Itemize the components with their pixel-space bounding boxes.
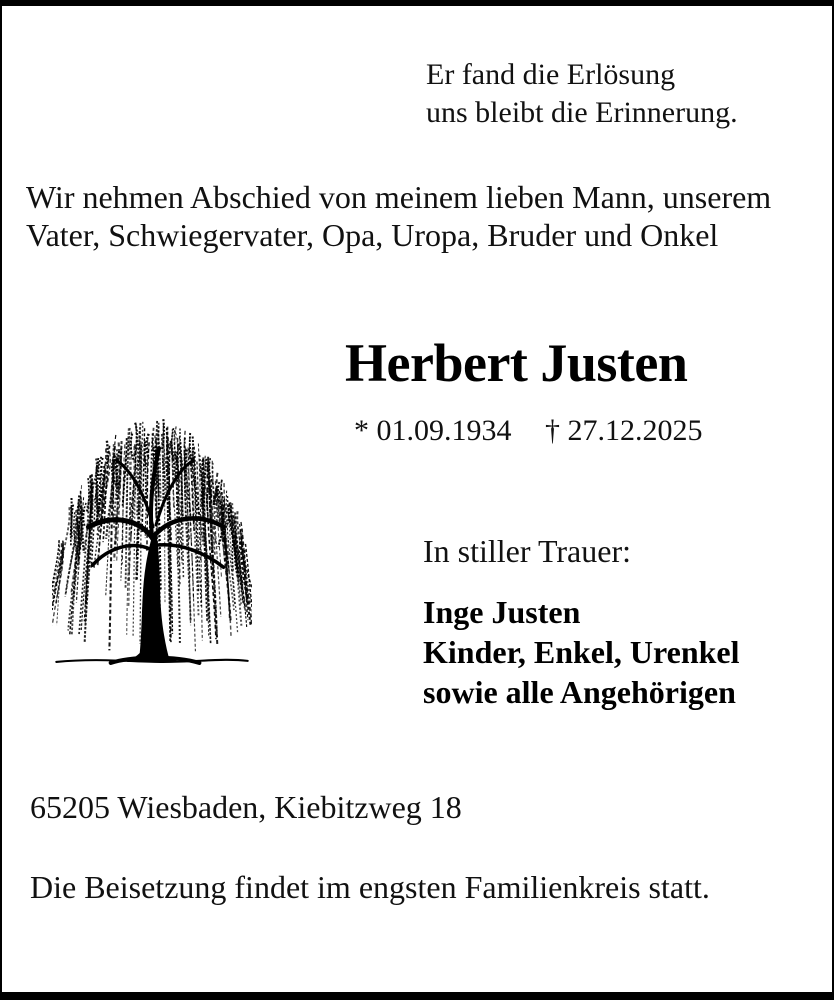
epigraph xyxy=(426,56,738,132)
mourning-heading: In stiller Trauer: xyxy=(423,533,631,569)
address-line: 65205 Wiesbaden, Kiebitzweg 18 xyxy=(30,789,462,825)
mourner-line: Kinder, Enkel, Urenkel xyxy=(423,634,740,670)
death-date: † 27.12.2025 xyxy=(545,414,703,447)
mourners-list xyxy=(423,592,740,712)
intro-line-1: Wir nehmen Abschied von meinem lieben Mann, unserem xyxy=(26,179,772,215)
intro-text xyxy=(26,178,771,254)
epigraph-line-2: uns bleibt die Erinnerung. xyxy=(426,96,738,129)
weeping-willow-illustration xyxy=(52,408,252,670)
mourner-line: sowie alle Angehörigen xyxy=(423,674,736,710)
deceased-name: Herbert Justen xyxy=(345,333,688,393)
weeping-willow-icon xyxy=(52,408,252,670)
mourner-line: Inge Justen xyxy=(423,594,581,630)
epigraph-line-1: Er fand die Erlösung xyxy=(426,58,676,91)
funeral-note: Die Beisetzung findet im engsten Familienkreis statt. xyxy=(30,869,710,905)
birth-date: * 01.09.1934 xyxy=(354,414,512,447)
intro-line-2: Vater, Schwiegervater, Opa, Uropa, Bruder und Onkel xyxy=(26,217,719,253)
life-dates xyxy=(354,414,703,448)
